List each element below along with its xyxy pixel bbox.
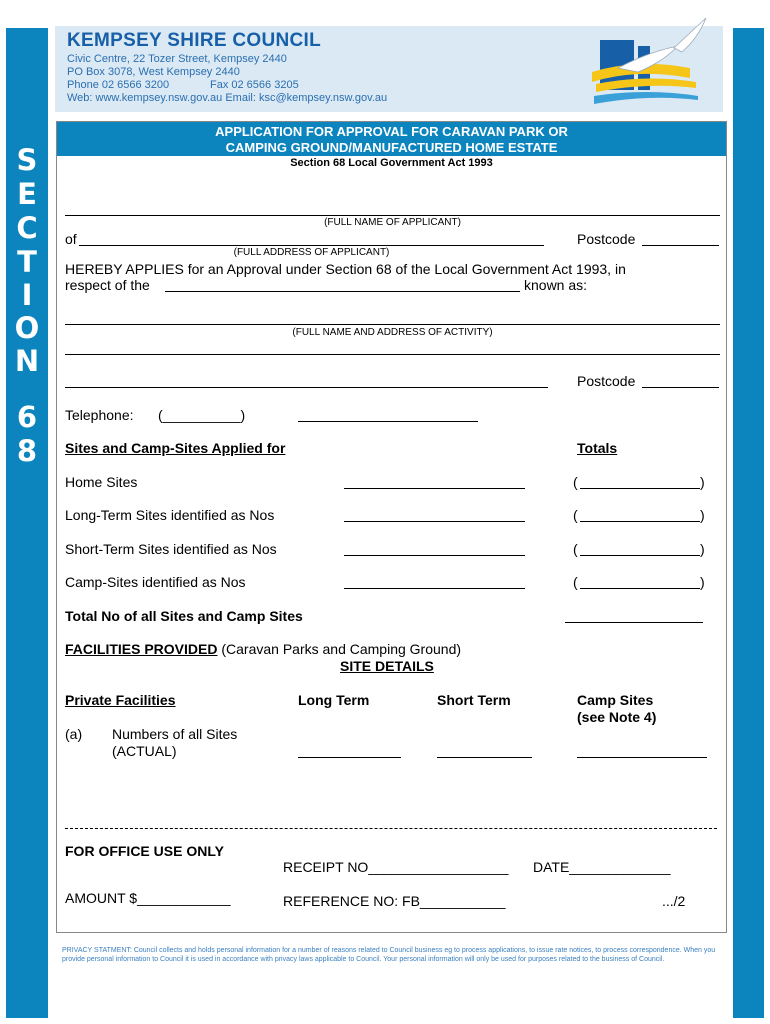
home-sites-total-close: ): [700, 474, 705, 490]
receipt-no-field[interactable]: RECEIPT NO__________________: [283, 859, 509, 875]
camp-sites-total-field[interactable]: [580, 588, 700, 589]
form-title-line2: CAMPING GROUND/MANUFACTURED HOME ESTATE: [225, 140, 558, 155]
sidebar-letter: T: [17, 245, 37, 279]
respect-label: respect of the: [65, 277, 150, 293]
address-line: Civic Centre, 22 Tozer Street, Kempsey 2440: [67, 53, 287, 65]
row-label-camp-sites: Camp-Sites identified as Nos: [65, 574, 246, 590]
council-logo-icon: [578, 12, 728, 112]
short-term-nos-field[interactable]: [344, 555, 525, 556]
web-email-line: Web: www.kempsey.nsw.gov.au Email: ksc@kempsey.nsw.gov.au: [67, 92, 388, 104]
applicant-name-field[interactable]: [65, 215, 720, 216]
fax-line: Fax 02 6566 3205: [210, 79, 299, 91]
postcode-label: Postcode: [577, 231, 636, 247]
office-divider: [65, 828, 717, 829]
camp-sites-actual-field[interactable]: [577, 757, 707, 758]
of-label: of: [65, 231, 77, 247]
long-term-actual-field[interactable]: [298, 757, 401, 758]
short-term-total-open: (: [573, 541, 578, 557]
office-use-heading: FOR OFFICE USE ONLY: [65, 843, 224, 859]
short-term-actual-field[interactable]: [437, 757, 532, 758]
sidebar-letter: S: [16, 143, 38, 177]
item-a-text: Numbers of all Sites: [112, 726, 238, 742]
site-details-heading: SITE DETAILS: [340, 658, 434, 674]
form-title-line1: APPLICATION FOR APPROVAL FOR CARAVAN PARK OR: [215, 124, 568, 139]
short-term-total-field[interactable]: [580, 555, 700, 556]
total-sites-field[interactable]: [565, 622, 703, 623]
row-label-short-term: Short-Term Sites identified as Nos: [65, 541, 277, 557]
activity-address-field[interactable]: [65, 354, 720, 355]
home-sites-nos-field[interactable]: [344, 488, 525, 489]
postcode-label-2: Postcode: [577, 373, 636, 389]
short-term-total-close: ): [700, 541, 705, 557]
long-term-nos-field[interactable]: [344, 521, 525, 522]
telephone-area-code-field[interactable]: (__________): [158, 407, 246, 423]
sidebar-letter: 8: [16, 434, 38, 468]
right-sidebar: [733, 28, 764, 1018]
caption-full-address: (FULL ADDRESS OF APPLICANT): [233, 247, 390, 258]
telephone-number-field[interactable]: [298, 421, 478, 422]
facilities-heading: FACILITIES PROVIDED: [65, 641, 218, 657]
totals-heading: Totals: [577, 440, 618, 456]
council-name: KEMPSEY SHIRE COUNCIL: [67, 30, 322, 51]
applicant-address-field[interactable]: [79, 245, 544, 246]
sidebar-letter: N: [14, 344, 40, 378]
caption-full-name: (FULL NAME OF APPLICANT): [324, 217, 461, 228]
form-subtitle: Section 68 Local Government Act 1993: [290, 157, 493, 169]
long-term-total-close: ): [700, 507, 705, 523]
form-title-bar: [57, 122, 726, 156]
row-label-home-sites: Home Sites: [65, 474, 138, 490]
privacy-statement: PRIVACY STATMENT: Council collects and holds personal information for a number of reasons related to Council business eg to process applications, to issue rate notices, to process correspondence. When you provide personal information to Council it is used in accordance with privacy laws applicable to Council. Your personal information will only be used for purposes related to the business of Council.: [62, 947, 716, 963]
date-field[interactable]: DATE_____________: [533, 859, 671, 875]
facilities-line: [65, 641, 461, 657]
facilities-subtitle: (Caravan Parks and Camping Ground): [217, 641, 462, 657]
item-a-label: (a): [65, 726, 83, 742]
home-sites-total-open: (: [573, 474, 578, 490]
reference-no-field[interactable]: REFERENCE NO: FB___________: [283, 893, 506, 909]
col-camp-note: (see Note 4): [577, 709, 657, 725]
activity-address-field-2[interactable]: [65, 387, 548, 388]
col-camp-sites: Camp Sites: [577, 692, 654, 708]
col-short-term: Short Term: [437, 692, 511, 708]
col-private-facilities: Private Facilities: [65, 692, 176, 708]
item-a-actual: (ACTUAL): [112, 743, 177, 759]
sidebar-letter: 6: [16, 400, 38, 434]
section-sidebar: [6, 28, 48, 1018]
po-box-line: PO Box 3078, West Kempsey 2440: [67, 66, 240, 78]
long-term-total-field[interactable]: [580, 521, 700, 522]
sites-heading: Sites and Camp-Sites Applied for: [65, 440, 286, 456]
known-as-label: known as:: [524, 277, 588, 293]
camp-sites-nos-field[interactable]: [344, 588, 525, 589]
sidebar-letter: E: [17, 177, 37, 211]
applies-text: HEREBY APPLIES for an Approval under Section 68 of the Local Government Act 1993, in: [65, 261, 626, 277]
caption-activity: (FULL NAME AND ADDRESS OF ACTIVITY): [292, 327, 493, 338]
home-sites-total-field[interactable]: [580, 488, 700, 489]
col-long-term: Long Term: [298, 692, 370, 708]
page-indicator: .../2: [662, 893, 686, 909]
total-sites-label: Total No of all Sites and Camp Sites: [65, 608, 303, 624]
amount-field[interactable]: AMOUNT $____________: [65, 890, 231, 906]
sidebar-letter: O: [14, 311, 40, 345]
activity-postcode-field[interactable]: [642, 387, 719, 388]
activity-type-field[interactable]: [165, 291, 520, 292]
phone-line: Phone 02 6566 3200: [67, 79, 170, 91]
camp-sites-total-close: ): [700, 574, 705, 590]
long-term-total-open: (: [573, 507, 578, 523]
camp-sites-total-open: (: [573, 574, 578, 590]
sidebar-letter: I: [21, 278, 33, 312]
activity-name-field[interactable]: [65, 324, 720, 325]
applicant-postcode-field[interactable]: [642, 245, 719, 246]
row-label-long-term: Long-Term Sites identified as Nos: [65, 507, 275, 523]
sidebar-letter: C: [16, 211, 38, 245]
telephone-label: Telephone:: [65, 407, 134, 423]
